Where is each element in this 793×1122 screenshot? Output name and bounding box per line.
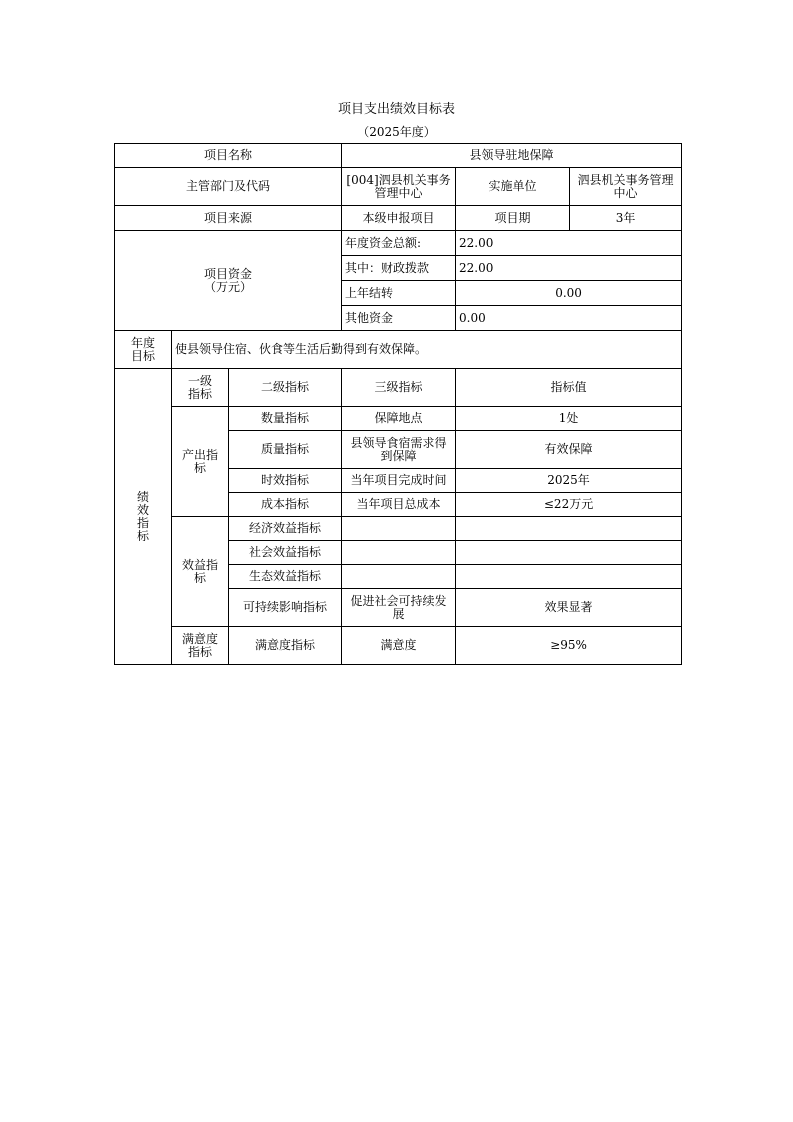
- carryover-label: 上年结转: [342, 281, 456, 306]
- table-row-lvl2: 可持续影响指标: [229, 589, 342, 627]
- lvl3-header: 三级指标: [342, 369, 456, 407]
- period-label: 项目期: [456, 206, 570, 231]
- project-name-label: 项目名称: [115, 144, 342, 168]
- table-row-lvl2: 质量指标: [229, 431, 342, 469]
- table-row-lvl2: 数量指标: [229, 407, 342, 431]
- project-name-value: 县领导驻地保障: [342, 144, 682, 168]
- table-row-lvl2: 成本指标: [229, 493, 342, 517]
- dept-value: [004]泗县机关事务管理中心: [342, 168, 456, 206]
- lvl2-header: 二级指标: [229, 369, 342, 407]
- table-row-value: [456, 541, 682, 565]
- carryover-value: 0.00: [456, 281, 682, 306]
- performance-goal-table: [114, 143, 682, 665]
- satisfaction-indicators-label: 满意度 指标: [172, 627, 229, 665]
- table-row-lvl3: 当年项目总成本: [342, 493, 456, 517]
- table-row-lvl2: 社会效益指标: [229, 541, 342, 565]
- table-row-lvl3: 当年项目完成时间: [342, 469, 456, 493]
- value-header: 指标值: [456, 369, 682, 407]
- page-subtitle: （2025年度）: [357, 125, 436, 139]
- output-indicators-label: 产出指 标: [172, 407, 229, 517]
- annual-total-label: 年度资金总额:: [342, 231, 456, 256]
- table-row-lvl3: [342, 541, 456, 565]
- funds-label: 项目资金 （万元）: [115, 231, 342, 331]
- lvl1-header: 一级 指标: [172, 369, 229, 407]
- table-row-lvl3: 保障地点: [342, 407, 456, 431]
- table-row-value: 2025年: [456, 469, 682, 493]
- source-value: 本级申报项目: [342, 206, 456, 231]
- table-row-value: [456, 517, 682, 541]
- table-row-lvl3: 县领导食宿需求得到保障: [342, 431, 456, 469]
- satisfaction-lvl3: 满意度: [342, 627, 456, 665]
- table-row-value: 效果显著: [456, 589, 682, 627]
- dept-label: 主管部门及代码: [115, 168, 342, 206]
- table-row-lvl2: 生态效益指标: [229, 565, 342, 589]
- fiscal-value: 22.00: [456, 256, 682, 281]
- satisfaction-lvl2: 满意度指标: [229, 627, 342, 665]
- annual-total-value: 22.00: [456, 231, 682, 256]
- table-row-value: 1处: [456, 407, 682, 431]
- table-row-value: [456, 565, 682, 589]
- impl-unit-label: 实施单位: [456, 168, 570, 206]
- table-row-lvl3: [342, 517, 456, 541]
- annual-goal-label: 年度 目标: [115, 331, 172, 369]
- source-label: 项目来源: [115, 206, 342, 231]
- table-row-value: 有效保障: [456, 431, 682, 469]
- table-row-lvl3: [342, 565, 456, 589]
- other-funds-label: 其他资金: [342, 306, 456, 331]
- other-funds-value: 0.00: [456, 306, 682, 331]
- benefit-indicators-label: 效益指 标: [172, 517, 229, 627]
- page-title: 项目支出绩效目标表: [337, 102, 455, 117]
- table-row-lvl2: 经济效益指标: [229, 517, 342, 541]
- annual-goal-value: 使县领导住宿、伙食等生活后勤得到有效保障。: [172, 331, 682, 369]
- table-row-value: ≤22万元: [456, 493, 682, 517]
- impl-unit-value: 泗县机关事务管理中心: [570, 168, 682, 206]
- perf-indicators-label: 绩 效 指 标: [115, 369, 172, 665]
- period-value: 3年: [570, 206, 682, 231]
- table-row-lvl3: 促进社会可持续发展: [342, 589, 456, 627]
- satisfaction-value: ≥95%: [456, 627, 682, 665]
- table-row-lvl2: 时效指标: [229, 469, 342, 493]
- fiscal-label: 其中：财政拨款: [342, 256, 456, 281]
